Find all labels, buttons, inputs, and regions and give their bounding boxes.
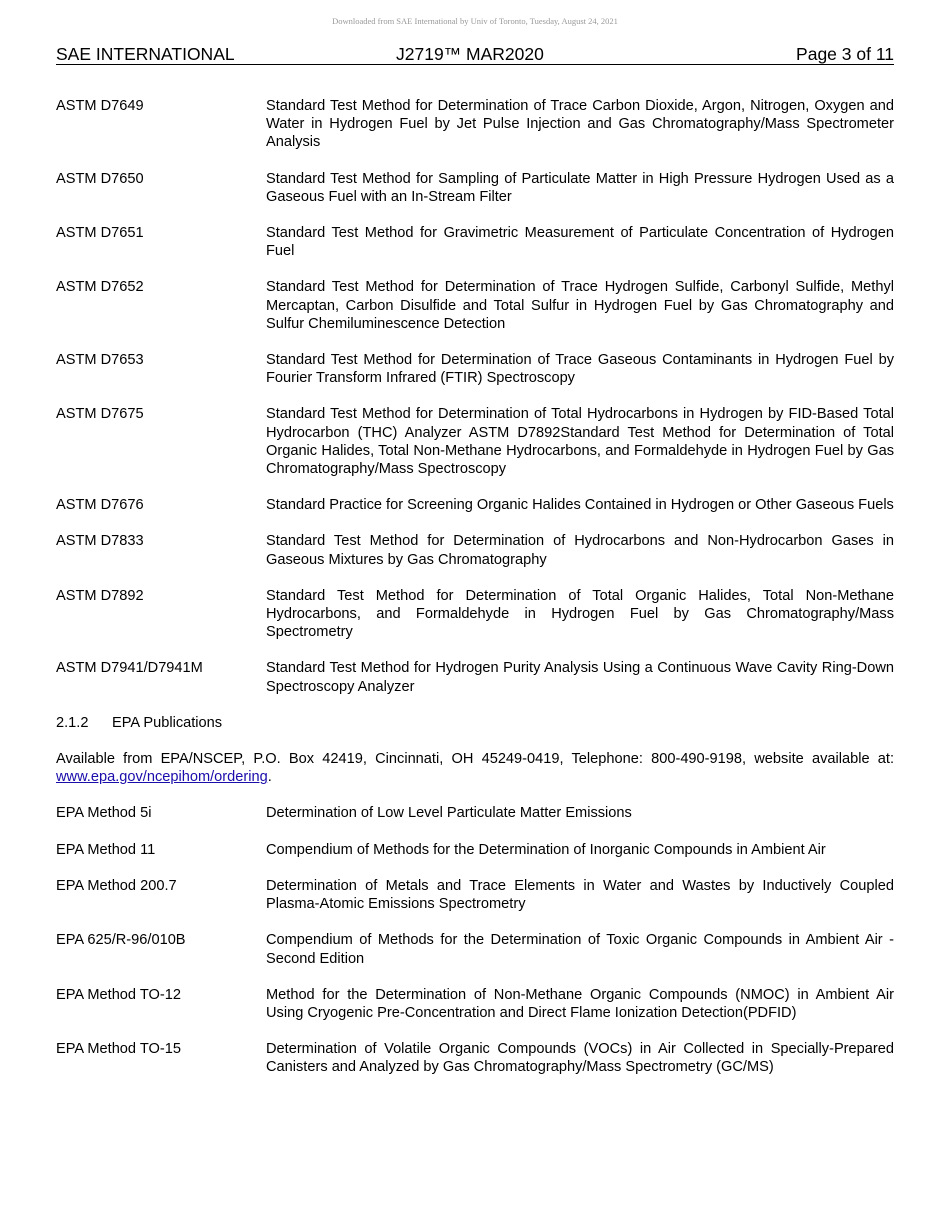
reference-code: EPA Method 5i (56, 805, 152, 822)
reference-title: Compendium of Methods for the Determination of Toxic Organic Compounds in Ambient Air - Second Edition (266, 932, 894, 967)
reference-title: Standard Test Method for Determination of Total Organic Halides, Total Non-Methane Hydrocarbons, and Formaldehyde in Hydrogen Fuel by Gas Chromatography/Mass Spectrometry (266, 587, 894, 641)
reference-code: EPA Method 11 (56, 841, 156, 858)
reference-entry (56, 841, 894, 859)
reference-title: Standard Test Method for Determination of Trace Gaseous Contaminants in Hydrogen Fuel by Fourier Transform Infrared (FTIR) Spectroscopy (266, 352, 894, 387)
reference-code: EPA 625/R-96/010B (56, 932, 186, 949)
reference-entry (56, 97, 894, 152)
header-page-number: Page 3 of 11 (796, 44, 894, 64)
reference-code: ASTM D7941/D7941M (56, 660, 203, 677)
reference-code: ASTM D7653 (56, 352, 144, 369)
document-body (56, 97, 894, 1095)
reference-code: ASTM D7675 (56, 406, 144, 423)
reference-title: Determination of Low Level Particulate Matter Emissions (266, 805, 632, 822)
reference-title: Standard Test Method for Sampling of Particulate Matter in High Pressure Hydrogen Used as a Gaseous Fuel with an In-Stream Filter (266, 170, 894, 205)
availability-paragraph (56, 750, 894, 786)
reference-title: Standard Test Method for Gravimetric Measurement of Particulate Concentration of Hydrogen Fuel (266, 225, 894, 260)
reference-code: ASTM D7833 (56, 533, 144, 550)
reference-code: ASTM D7892 (56, 587, 144, 604)
reference-title: Standard Test Method for Determination of Hydrocarbons and Non-Hydrocarbon Gases in Gaseous Mixtures by Gas Chromatography (266, 533, 894, 568)
availability-suffix: . (267, 769, 272, 786)
reference-code: ASTM D7650 (56, 170, 144, 187)
reference-entry (56, 659, 894, 695)
header-org: SAE INTERNATIONAL (56, 44, 235, 64)
reference-code: EPA Method TO-15 (56, 1041, 181, 1058)
availability-text: Available from EPA/NSCEP, P.O. Box 42419, Cincinnati, OH 45249-0419, Telephone: 800-490-9198, website available at: (56, 751, 894, 768)
reference-entry (56, 931, 894, 967)
reference-title: Standard Test Method for Hydrogen Purity Analysis Using a Continuous Wave Cavity Ring-Down Spectroscopy Analyzer (266, 660, 894, 695)
reference-entry (56, 351, 894, 387)
reference-entry (56, 405, 894, 478)
reference-title: Determination of Volatile Organic Compounds (VOCs) in Air Collected in Specially-Prepared Canisters and Analyzed by Gas Chromatography/Mass Spectrometry (GC/MS) (266, 1041, 894, 1076)
reference-entry (56, 496, 894, 514)
section-heading (56, 714, 894, 732)
reference-code: ASTM D7652 (56, 279, 144, 296)
reference-entry (56, 278, 894, 333)
reference-entry (56, 986, 894, 1022)
section-title: EPA Publications (112, 714, 223, 731)
reference-title: Compendium of Methods for the Determination of Inorganic Compounds in Ambient Air (266, 841, 826, 858)
section-number: 2.1.2 (56, 714, 89, 731)
reference-entry (56, 1040, 894, 1076)
page-header (56, 44, 894, 65)
reference-title: Standard Test Method for Determination of Total Hydrocarbons in Hydrogen by FID-Based Total Hydrocarbon (THC) Analyzer ASTM D7892Standard Test Method for Determination of Total Organic Halides, Total Non-Methane Hydrocarbons, and Formaldehyde in Hydrogen Fuel by Gas Chromatography/Mass Spectroscopy (266, 406, 894, 478)
header-doc-id: J2719™ MAR2020 (396, 44, 544, 64)
reference-entry (56, 170, 894, 206)
reference-title: Standard Test Method for Determination of Trace Carbon Dioxide, Argon, Nitrogen, Oxygen and Water in Hydrogen Fuel by Jet Pulse Injection and Gas Chromatography/Mass Spectrometer Analysis (266, 98, 894, 151)
reference-title: Standard Test Method for Determination of Trace Hydrogen Sulfide, Carbonyl Sulfide, Methyl Mercaptan, Carbon Disulfide and Total Sulfur in Hydrogen Fuel by Gas Chromatography and Sulfur Chemiluminescence Detection (266, 279, 894, 332)
reference-code: ASTM D7649 (56, 98, 144, 114)
reference-code: ASTM D7676 (56, 497, 144, 514)
reference-code: EPA Method 200.7 (56, 877, 177, 894)
reference-code: EPA Method TO-12 (56, 986, 181, 1003)
reference-entry (56, 587, 894, 642)
reference-entry (56, 532, 894, 568)
reference-entry (56, 224, 894, 260)
epa-ordering-link[interactable]: www.epa.gov/ncepihom/ordering (56, 769, 268, 786)
download-watermark: Downloaded from SAE International by Univ of Toronto, Tuesday, August 24, 2021 (332, 16, 618, 26)
reference-title: Standard Practice for Screening Organic Halides Contained in Hydrogen or Other Gaseous Fuels (266, 497, 894, 514)
reference-entry (56, 877, 894, 913)
reference-entry (56, 804, 894, 822)
reference-title: Determination of Metals and Trace Elements in Water and Wastes by Inductively Coupled Plasma-Atomic Emissions Spectrometry (266, 877, 894, 913)
reference-title: Method for the Determination of Non-Methane Organic Compounds (NMOC) in Ambient Air Using Cryogenic Pre-Concentration and Direct Flame Ionization Detection(PDFID) (266, 986, 894, 1021)
reference-code: ASTM D7651 (56, 225, 144, 242)
